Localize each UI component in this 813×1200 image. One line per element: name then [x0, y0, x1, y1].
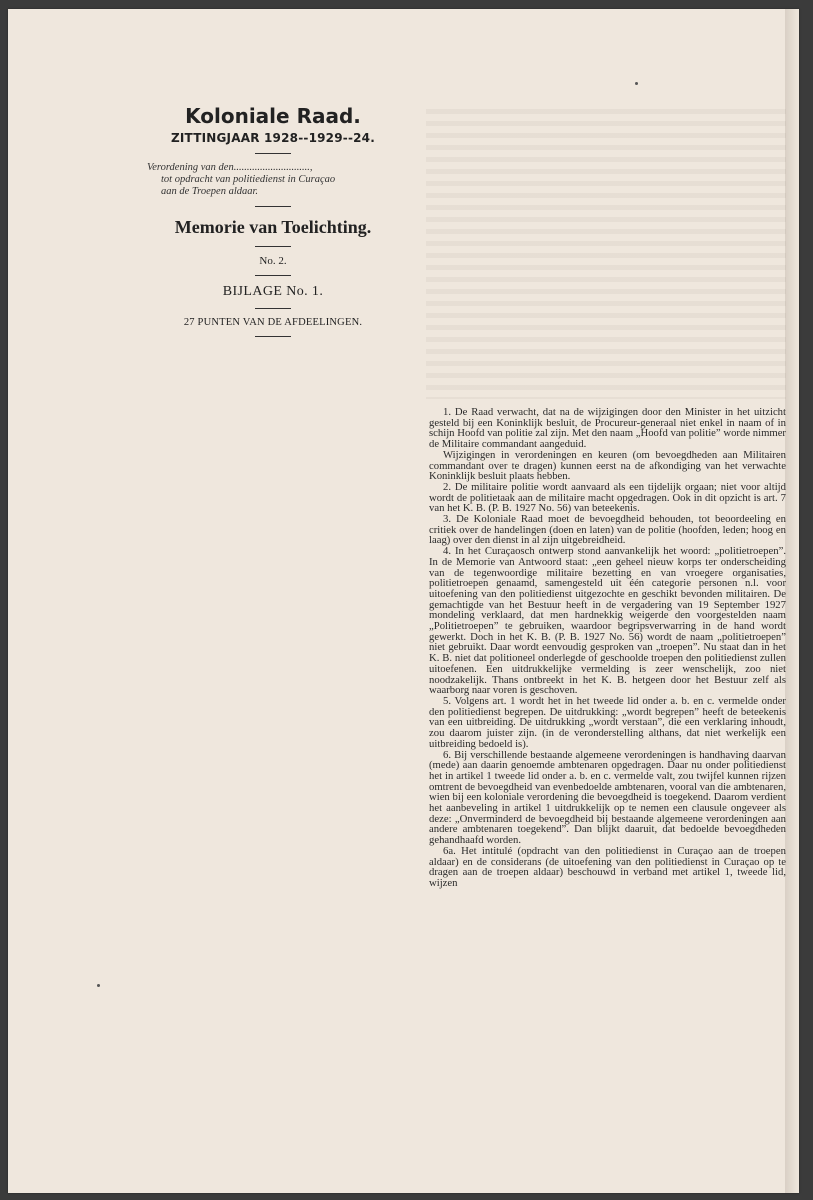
ordinance-line: Verordening van den............................., — [147, 162, 313, 173]
divider — [255, 308, 291, 309]
divider — [255, 153, 291, 154]
body-text-column — [429, 407, 786, 889]
council-title: Koloniale Raad. — [185, 104, 361, 128]
paragraph: 2. De militaire politie wordt aanvaard als een tijdelijk orgaan; niet voor altijd wordt de politietaak aan de militaire macht opgedragen. Ook in dit opzicht is art. 7 van het K. B. (P. B. 1927 No. 56) van beteekenis. — [429, 480, 786, 515]
divider — [255, 275, 291, 276]
paragraph: 6. Bij verschillende bestaande algemeene verordeningen is handhaving daarvan (mede) aan daarin genoemde ambtenaren opgedragen. Daar nu onder politiedienst het in artikel 1 tweede lid onder a. b. en c. vermelde valt, zou twijfel kunnen rijzen omtrent de bevoegdheid van evenbedoelde ambtenaren, vooral van die ambtenaren, wien bij een koloniale verordening die bevoegdheid is toegekend. Daarom verdient het aanbeveling in artikel 1 uitdrukkelijk op te nemen een clausule ongeveer als deze: „Onverminderd de bevoegdheid bij bestaande algemeene verordeningen aan andere ambtenaren toegekend”. Dan blijkt daaruit, dat bedoelde bevoegdheden gehandhaafd worden. — [429, 748, 786, 847]
paragraph: Wijzigingen in verordeningen en keuren (om bevoegdheden aan Militairen commandant over te dragen) kunnen eerst na de afkondiging van het verwachte Koninklijk besluit plaats hebben. — [429, 448, 786, 483]
paragraph: 1. De Raad verwacht, dat na de wijzigingen door den Minister in het uitzicht gesteld bij een Koninklijk besluit, de Procureur-generaal niet enkel in naam of in schijn Hoofd van politie zal zijn. Met den naam „Hoofd van politie” worde nimmer de Militaire commandant aangeduid. — [429, 406, 786, 451]
paper-speck — [635, 82, 638, 85]
ordinance-line: aan de Troepen aldaar. — [161, 186, 259, 197]
divider — [255, 246, 291, 247]
page-edge-shadow — [785, 9, 799, 1193]
ordinance-line: tot opdracht van politiedienst in Curaçao — [161, 174, 336, 185]
ordinance-description — [147, 162, 399, 198]
document-number: No. 2. — [259, 255, 287, 267]
bleed-through-text — [426, 109, 786, 399]
paragraph: 3. De Koloniale Raad moet de bevoegdheid behouden, tot beoordeeling en critiek over de handelingen (doen en laten) van de politie (hoofden, leden; hoog en laag) over den dienst in al zijn uitgebreidheid. — [429, 513, 786, 547]
document-page — [8, 9, 799, 1193]
bijlage-heading: BIJLAGE No. 1. — [222, 284, 324, 299]
memorie-heading: Memorie van Toelichting. — [174, 217, 372, 237]
divider — [255, 206, 291, 207]
paragraph: 5. Volgens art. 1 wordt het in het tweede lid onder a. b. en c. vermelde onder den politiedienst begrepen. De uitdrukking: „wordt begrepen” heeft de beteekenis van een uitbreiding. De uitdrukking „wordt verstaan”, die een verklaring inhoudt, zou daarom juister zijn. (in de veronderstelling althans, dat niet werkelijk een uitbreiding bedoeld is). — [429, 694, 786, 750]
punten-heading: 27 PUNTEN VAN DE AFDEELINGEN. — [183, 317, 363, 328]
paragraph: 6a. Het intitulé (opdracht van den politiedienst in Curaçao aan de troepen aldaar) en de considerans (de uitoefening van den politiedienst in Curaçao op te dragen aan de troepen aldaar) beschouwd in verband met artikel 1, tweede lid, wijzen — [429, 844, 786, 889]
document-header — [128, 104, 418, 345]
paragraph: 4. In het Curaçaosch ontwerp stond aanvankelijk het woord: „politietroepen”. In de Memorie van Antwoord staat: „een geheel nieuw korps ter onderscheiding van de tegenwoordige militaire bezetting en van vroegere organisaties, politietroepen genaamd, samengesteld uit één categorie personen n.l. voor uitoefening van den politiedienst uitgezochte en geschikt bevonden militairen. De gemachtigde van het Bestuur heeft in de vergadering van 19 September 1927 mondeling verklaard, dat men hardnekkig weigerde den voorgestelden naam „Politietroepen” te gebruiken, waardoor begripsverwarring in de hand wordt gewerkt. Doch in het K. B. (P. B. 1927 No. 56) wordt de naam „politietroepen” niet gebruikt. Daar wordt eenvoudig gesproken van „troepen”. Nu staat dan in het K. B. niet dat politioneel onderlegde of geschoolde troepen den politiedienst zullen uitoefenen. Een uitdrukkelijke vermelding is zeer wenschelijk, zoo niet noodzakelijk. Thans ontbreekt in het K. B. hetgeen door het Bestuur zelf als waarborg naar voren is geschoven. — [429, 545, 786, 697]
divider — [255, 336, 291, 337]
paper-speck — [97, 984, 100, 987]
session-year: ZITTINGJAAR 1928--1929--24. — [170, 131, 375, 145]
